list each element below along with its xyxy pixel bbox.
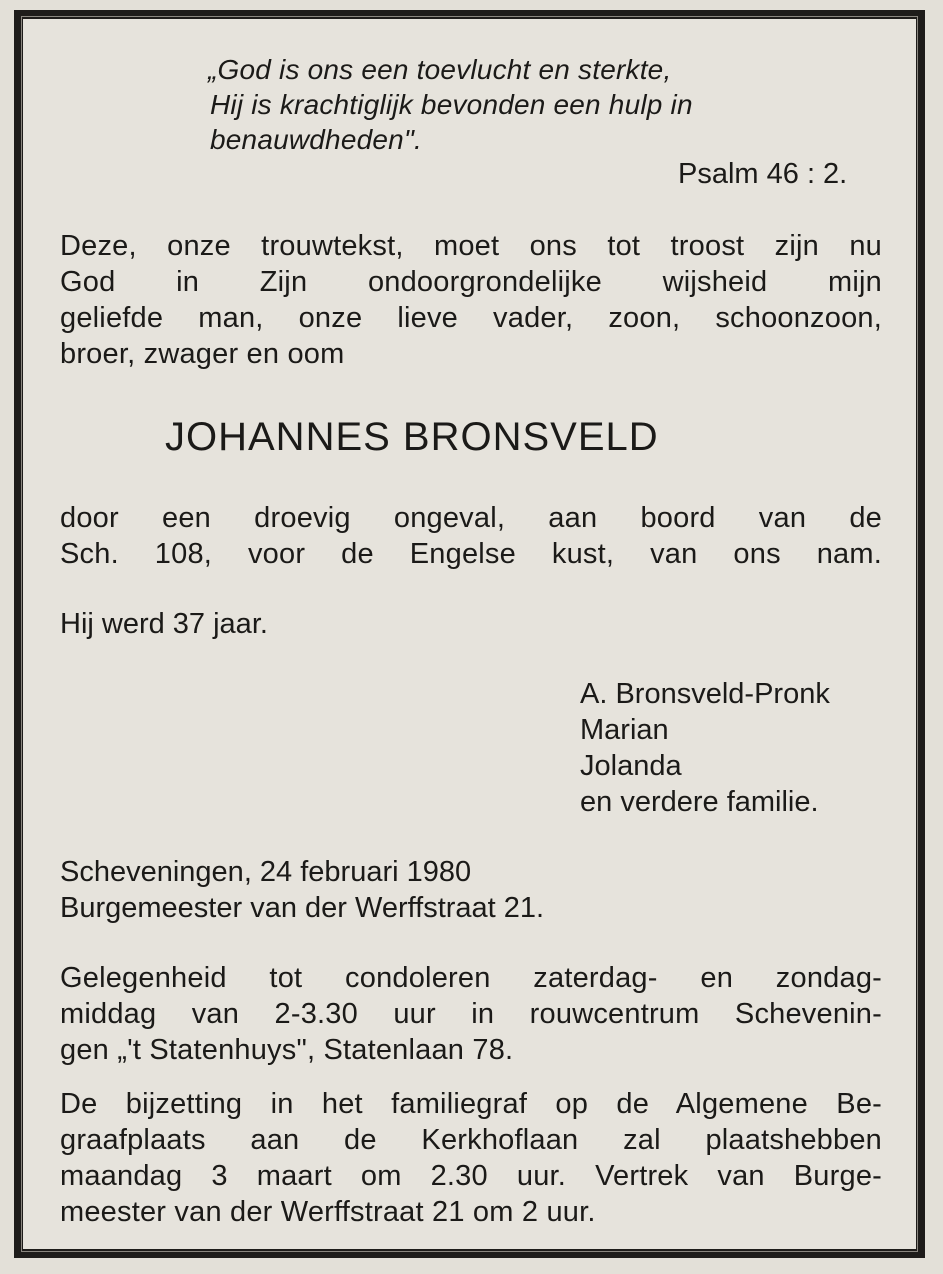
burial-line-2: graafplaats aan de Kerkhoflaan zal plaatshebben <box>60 1124 882 1156</box>
intro-line-2: God in Zijn ondoorgrondelijke wijsheid mijn <box>60 266 882 298</box>
burial-line-1: De bijzetting in het familiegraf op de Algemene Be- <box>60 1088 882 1120</box>
circumstance-line-1: door een droevig ongeval, aan boord van de <box>60 502 882 534</box>
condolence-line-2: middag van 2-3.30 uur in rouwcentrum Schevenin- <box>60 998 882 1030</box>
quote-line-2: Hij is krachtiglijk bevonden een hulp in <box>210 89 693 120</box>
burial-line-3: maandag 3 maart om 2.30 uur. Vertrek van Burge- <box>60 1160 882 1192</box>
quote-line-1: „God is ons een toevlucht en sterkte, <box>208 54 672 85</box>
age-text: Hij werd 37 jaar. <box>60 608 268 640</box>
condolence-line-1: Gelegenheid tot condoleren zaterdag- en zondag- <box>60 962 882 994</box>
family-member-1: A. Bronsveld-Pronk <box>580 678 830 710</box>
condolence-line-3: gen „'t Statenhuys", Statenlaan 78. <box>60 1034 514 1066</box>
intro-line-1: Deze, onze trouwtekst, moet ons tot troost zijn nu <box>60 230 882 262</box>
intro-line-3: geliefde man, onze lieve vader, zoon, schoonzoon, <box>60 302 882 334</box>
intro-line-4: broer, zwager en oom <box>60 338 345 370</box>
circumstance-line-2: Sch. 108, voor de Engelse kust, van ons nam. <box>60 538 882 570</box>
quote-line-3: benauwdheden". <box>210 124 423 155</box>
family-member-2: Marian <box>580 714 669 746</box>
deceased-name: JOHANNES BRONSVELD <box>165 415 659 459</box>
address: Burgemeester van der Werffstraat 21. <box>60 892 545 924</box>
family-member-4: en verdere familie. <box>580 786 819 818</box>
place-date: Scheveningen, 24 februari 1980 <box>60 856 472 888</box>
family-member-3: Jolanda <box>580 750 682 782</box>
quote-reference: Psalm 46 : 2. <box>678 158 848 190</box>
burial-line-4: meester van der Werffstraat 21 om 2 uur. <box>60 1196 596 1228</box>
